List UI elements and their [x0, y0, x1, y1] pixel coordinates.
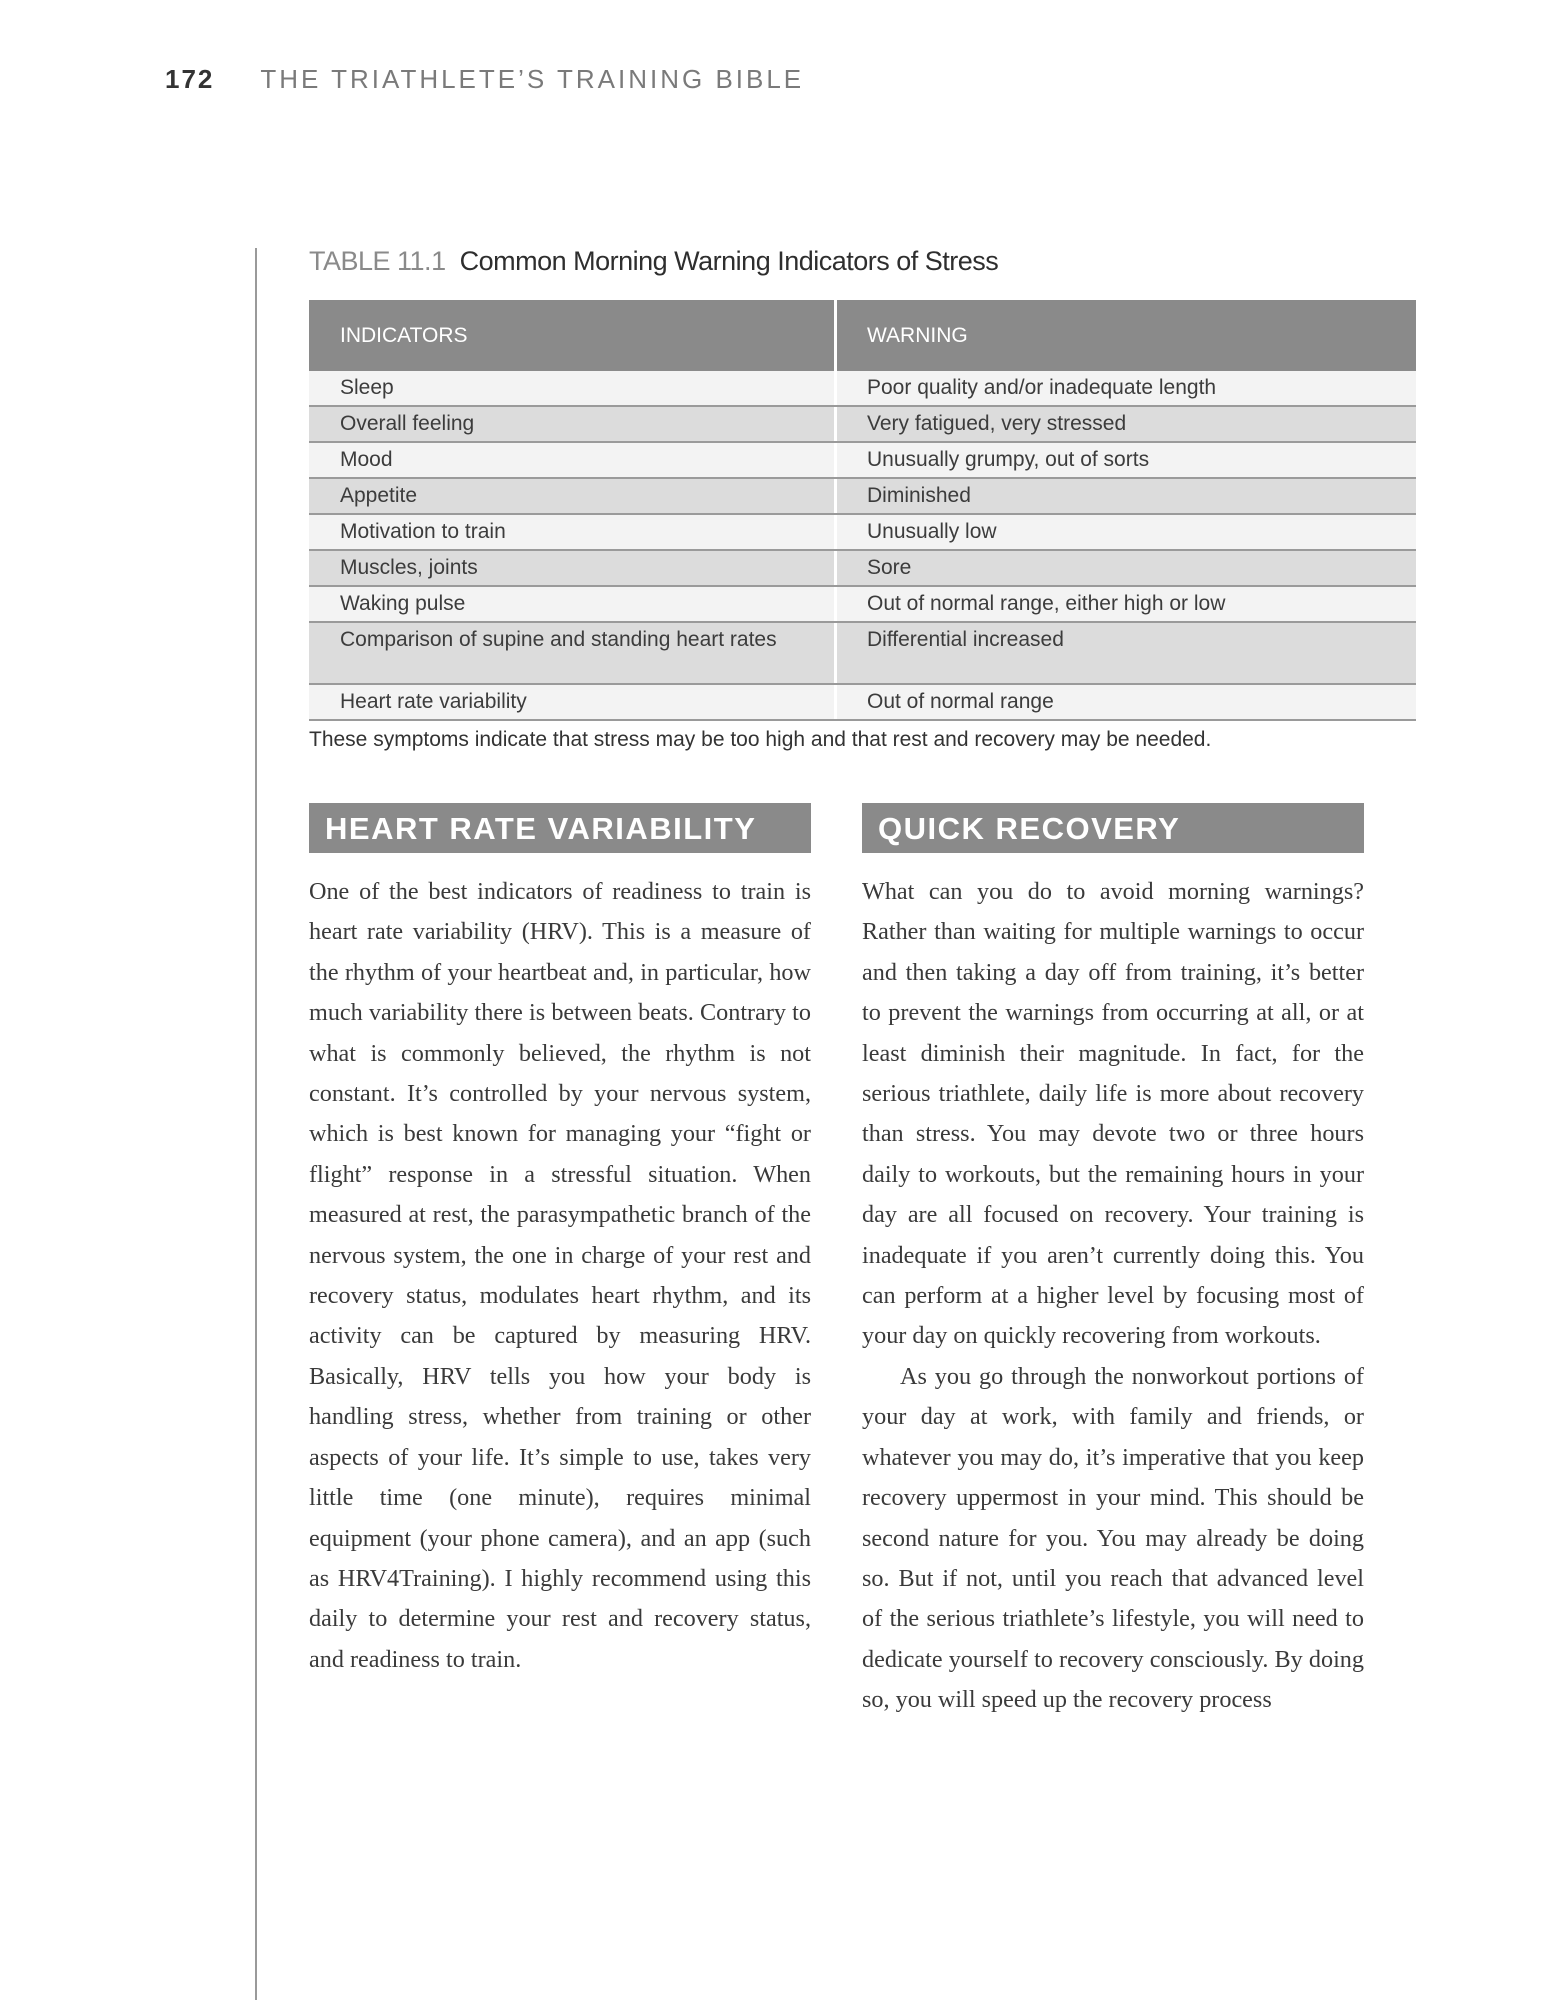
table-caption	[309, 246, 998, 277]
quick-recovery-column	[862, 872, 1364, 1721]
book-title: THE TRIATHLETE’S TRAINING BIBLE	[260, 64, 805, 94]
section-heading-hrv: HEART RATE VARIABILITY	[309, 803, 811, 853]
table-row	[309, 587, 1416, 623]
indicator-cell: Sleep	[309, 371, 837, 405]
warning-cell: Sore	[867, 556, 912, 579]
table-row	[309, 407, 1416, 443]
table-label: TABLE 11.1	[309, 246, 446, 276]
table-row	[309, 515, 1416, 551]
indicator-cell: Overall feeling	[309, 407, 837, 441]
table-header-warning: WARNING	[867, 324, 968, 347]
body-paragraph: What can you do to avoid morning warnings? Rather than waiting for multiple warnings to occur and then taking a day off from training, it’s better to prevent the warnings from occurring at all, or at least diminish their magnitude. In fact, for the serious triathlete, daily life is more about recovery than stress. You may devote two or three hours daily to workouts, but the remaining hours in your day are all focused on recovery. Your training is inadequate if you aren’t currently doing this. You can perform at a higher level by focusing most of your day on quickly recovering from workouts.	[862, 878, 1364, 1350]
body-paragraph: As you go through the nonworkout portions of your day at work, with family and friends, or whatever you may do, it’s imperative that you keep recovery uppermost in your mind. This should be second nature for you. You may already be doing so. But if not, until you reach that advanced level of the serious triathlete’s lifestyle, you will need to dedicate yourself to recovery consciously. By doing so, you will speed up the recovery process	[862, 1362, 1364, 1714]
section-heading-quick-recovery: QUICK RECOVERY	[862, 803, 1364, 853]
indicator-cell: Comparison of supine and standing heart rates	[309, 623, 837, 683]
indicators-table	[309, 300, 1416, 721]
indicator-cell: Waking pulse	[309, 587, 837, 621]
body-paragraph: One of the best indicators of readiness to train is heart rate variability (HRV). This is a measure of the rhythm of your heartbeat and, in particular, how much variability there is between beats. Contrary to what is commonly believed, the rhythm is not constant. It’s controlled by your nervous system, which is best known for managing your “fight or flight” response in a stressful situation. When measured at rest, the parasympathetic branch of the nervous system, the one in charge of your rest and recovery status, modulates heart rhythm, and its activity can be captured by measuring HRV. Basically, HRV tells you how your body is handling stress, whether from training or other aspects of your life. It’s simple to use, takes very little time (one minute), requires minimal equipment (your phone camera), and an app (such as HRV4Training). I highly recommend using this daily to determine your rest and recovery status, and readiness to train.	[309, 878, 811, 1673]
margin-rule	[255, 248, 257, 2000]
table-row	[309, 685, 1416, 721]
table-header-row	[309, 300, 1416, 371]
warning-cell: Out of normal range, either high or low	[867, 592, 1226, 615]
table-row	[309, 623, 1416, 685]
table-row	[309, 443, 1416, 479]
indicator-cell: Motivation to train	[309, 515, 837, 549]
indicator-cell: Muscles, joints	[309, 551, 837, 585]
table-title: Common Morning Warning Indicators of Stress	[459, 246, 999, 276]
table-header-indicators: INDICATORS	[309, 300, 837, 371]
warning-cell: Out of normal range	[867, 690, 1054, 713]
page-number: 172	[165, 64, 215, 94]
indicator-cell: Mood	[309, 443, 837, 477]
running-head	[165, 64, 804, 96]
table-row	[309, 371, 1416, 407]
warning-cell: Unusually low	[867, 520, 997, 543]
warning-cell: Diminished	[867, 484, 971, 507]
warning-cell: Very fatigued, very stressed	[867, 412, 1127, 435]
table-row	[309, 479, 1416, 515]
indicator-cell: Appetite	[309, 479, 837, 513]
warning-cell: Differential increased	[867, 628, 1064, 651]
table-row	[309, 551, 1416, 587]
table-note: These symptoms indicate that stress may be too high and that rest and recovery may be needed.	[309, 728, 1212, 751]
indicator-cell: Heart rate variability	[309, 685, 837, 719]
warning-cell: Unusually grumpy, out of sorts	[867, 448, 1150, 471]
warning-cell: Poor quality and/or inadequate length	[867, 376, 1217, 399]
hrv-column	[309, 872, 811, 1680]
